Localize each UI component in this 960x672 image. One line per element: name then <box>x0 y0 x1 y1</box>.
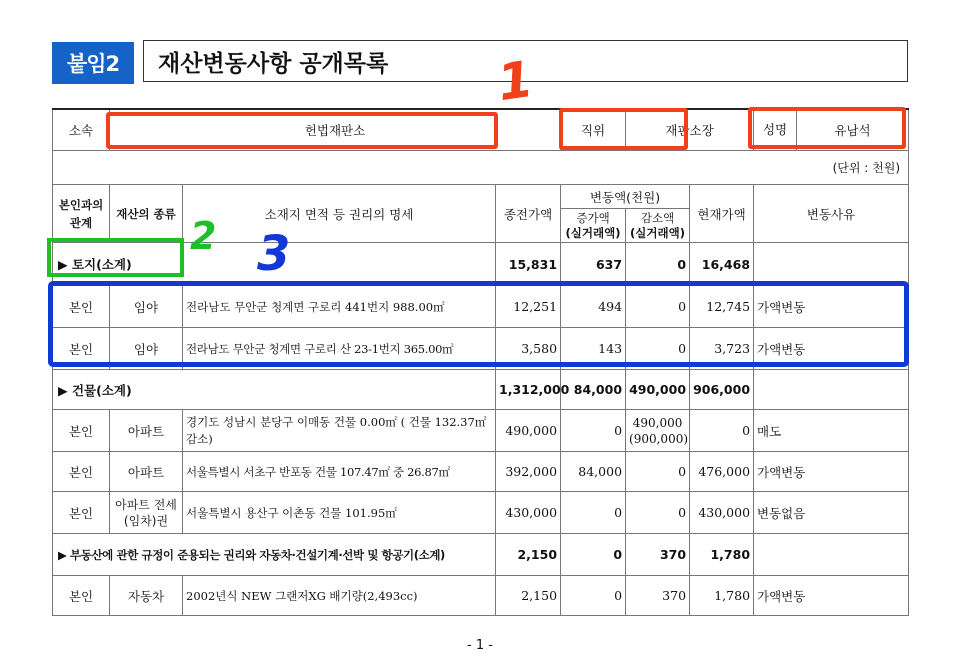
table-row <box>53 576 909 616</box>
other-dec: 370 <box>626 534 690 576</box>
col-decrease-label: 감소액 <box>640 210 675 225</box>
cur-cell: 476,000 <box>690 452 754 492</box>
cur-cell: 3,723 <box>690 328 754 370</box>
dec-cell: 0 <box>626 452 690 492</box>
inc-cell: 0 <box>561 576 626 616</box>
other-subtotal-row <box>53 534 909 576</box>
col-description: 소재지 면적 등 권리의 명세 <box>183 185 496 243</box>
land-cur: 16,468 <box>690 243 754 286</box>
building-cur: 906,000 <box>690 370 754 410</box>
header-row-1 <box>53 185 909 209</box>
cur-cell: 430,000 <box>690 492 754 534</box>
other-inc: 0 <box>561 534 626 576</box>
name-value: 유남석 <box>834 123 871 138</box>
land-subtotal-row <box>53 243 909 286</box>
annotation-number-1: 1 <box>494 49 537 113</box>
building-reason <box>754 370 909 410</box>
inc-cell: 84,000 <box>561 452 626 492</box>
building-subtotal-row <box>53 370 909 410</box>
desc-cell: 서울특별시 용산구 이촌동 건물 101.95㎡ <box>183 492 496 534</box>
cur-cell: 12,745 <box>690 286 754 328</box>
relation-cell: 본인 <box>53 492 110 534</box>
prev-cell: 2,150 <box>496 576 561 616</box>
col-relation: 본인과의 관계 <box>53 185 110 243</box>
unit-note: (단위 : 천원) <box>53 151 909 185</box>
dec-cell: 370 <box>626 576 690 616</box>
dec-cell <box>626 410 690 452</box>
land-dec: 0 <box>626 243 690 286</box>
relation-cell: 본인 <box>53 410 110 452</box>
relation-cell: 본인 <box>53 286 110 328</box>
relation-cell: 본인 <box>53 452 110 492</box>
reason-cell: 변동없음 <box>754 492 909 534</box>
type-cell: 아파트 <box>110 452 183 492</box>
inc-cell: 494 <box>561 286 626 328</box>
other-prev: 2,150 <box>496 534 561 576</box>
type-cell: 임야 <box>110 286 183 328</box>
prev-cell: 490,000 <box>496 410 561 452</box>
name-label: 성명 <box>754 110 797 150</box>
type-cell: 아파트 전세(임차)권 <box>110 492 183 534</box>
prev-cell: 3,580 <box>496 328 561 370</box>
desc-cell: 전라남도 무안군 청계면 구로리 441번지 988.00㎡ <box>183 286 496 328</box>
other-cur: 1,780 <box>690 534 754 576</box>
dec-actual: (900,000) <box>629 431 689 446</box>
annotation-number-3: 3 <box>257 226 291 282</box>
col-decrease-sub: (실거래액) <box>630 225 685 240</box>
type-cell: 아파트 <box>110 410 183 452</box>
name-cell <box>754 109 909 151</box>
col-prev-value: 종전가액 <box>496 185 561 243</box>
prev-cell: 430,000 <box>496 492 561 534</box>
col-current-value: 현재가액 <box>690 185 754 243</box>
col-increase-label: 증가액 <box>576 210 610 225</box>
person-row <box>53 109 909 151</box>
building-subtotal-label: ▶ 건물(소계) <box>53 370 496 410</box>
attachment-badge: 붙임2 <box>52 42 134 84</box>
col-increase <box>561 209 626 243</box>
desc-cell: 경기도 성남시 분당구 이매동 건물 0.00㎡ ( 건물 132.37㎡ 감소) <box>183 410 496 452</box>
relation-cell: 본인 <box>53 328 110 370</box>
desc-cell: 2002년식 NEW 그랜저XG 배기량(2,493cc) <box>183 576 496 616</box>
building-inc: 84,000 <box>561 370 626 410</box>
col-asset-type: 재산의 종류 <box>110 185 183 243</box>
cur-cell: 0 <box>690 410 754 452</box>
table-row <box>53 328 909 370</box>
land-subtotal-label: ▶ 토지(소계) <box>53 243 496 286</box>
land-reason <box>754 243 909 286</box>
page-number: - 1 - <box>467 638 493 653</box>
table-row <box>53 410 909 452</box>
prev-cell: 12,251 <box>496 286 561 328</box>
desc-cell: 서울특별시 서초구 반포동 건물 107.47㎡ 중 26.87㎡ <box>183 452 496 492</box>
type-cell: 자동차 <box>110 576 183 616</box>
page-title: 재산변동사항 공개목록 <box>143 40 908 82</box>
desc-cell: 전라남도 무안군 청계면 구로리 산 23-1번지 365.00㎡ <box>183 328 496 370</box>
unit-row <box>53 151 909 185</box>
reason-cell: 매도 <box>754 410 909 452</box>
col-increase-sub: (실거래액) <box>565 225 621 240</box>
cur-cell: 1,780 <box>690 576 754 616</box>
affiliation-value: 헌법재판소 <box>110 109 561 151</box>
asset-table <box>52 108 909 616</box>
reason-cell: 가액변동 <box>754 452 909 492</box>
col-change-group: 변동액(천원) <box>561 185 690 209</box>
table-row <box>53 452 909 492</box>
reason-cell: 가액변동 <box>754 286 909 328</box>
dec-cell: 0 <box>626 286 690 328</box>
table-row <box>53 492 909 534</box>
col-reason: 변동사유 <box>754 185 909 243</box>
reason-cell: 가액변동 <box>754 576 909 616</box>
dec-cell: 0 <box>626 328 690 370</box>
inc-cell: 0 <box>561 410 626 452</box>
position-label: 직위 <box>561 109 626 151</box>
table-row <box>53 286 909 328</box>
prev-cell: 392,000 <box>496 452 561 492</box>
dec-value: 490,000 <box>632 415 683 430</box>
relation-cell: 본인 <box>53 576 110 616</box>
inc-cell: 143 <box>561 328 626 370</box>
reason-cell: 가액변동 <box>754 328 909 370</box>
annotation-number-2: 2 <box>190 214 217 258</box>
affiliation-label: 소속 <box>53 109 110 151</box>
building-prev: 1,312,000 <box>496 370 561 410</box>
land-prev: 15,831 <box>496 243 561 286</box>
other-reason <box>754 534 909 576</box>
other-subtotal-label: ▶ 부동산에 관한 규정이 준용되는 권리와 자동차·건설기계·선박 및 항공기(소계) <box>53 534 496 576</box>
building-dec: 490,000 <box>626 370 690 410</box>
type-cell: 임야 <box>110 328 183 370</box>
land-inc: 637 <box>561 243 626 286</box>
col-decrease <box>626 209 690 243</box>
position-value: 재판소장 <box>626 109 754 151</box>
inc-cell: 0 <box>561 492 626 534</box>
dec-cell: 0 <box>626 492 690 534</box>
